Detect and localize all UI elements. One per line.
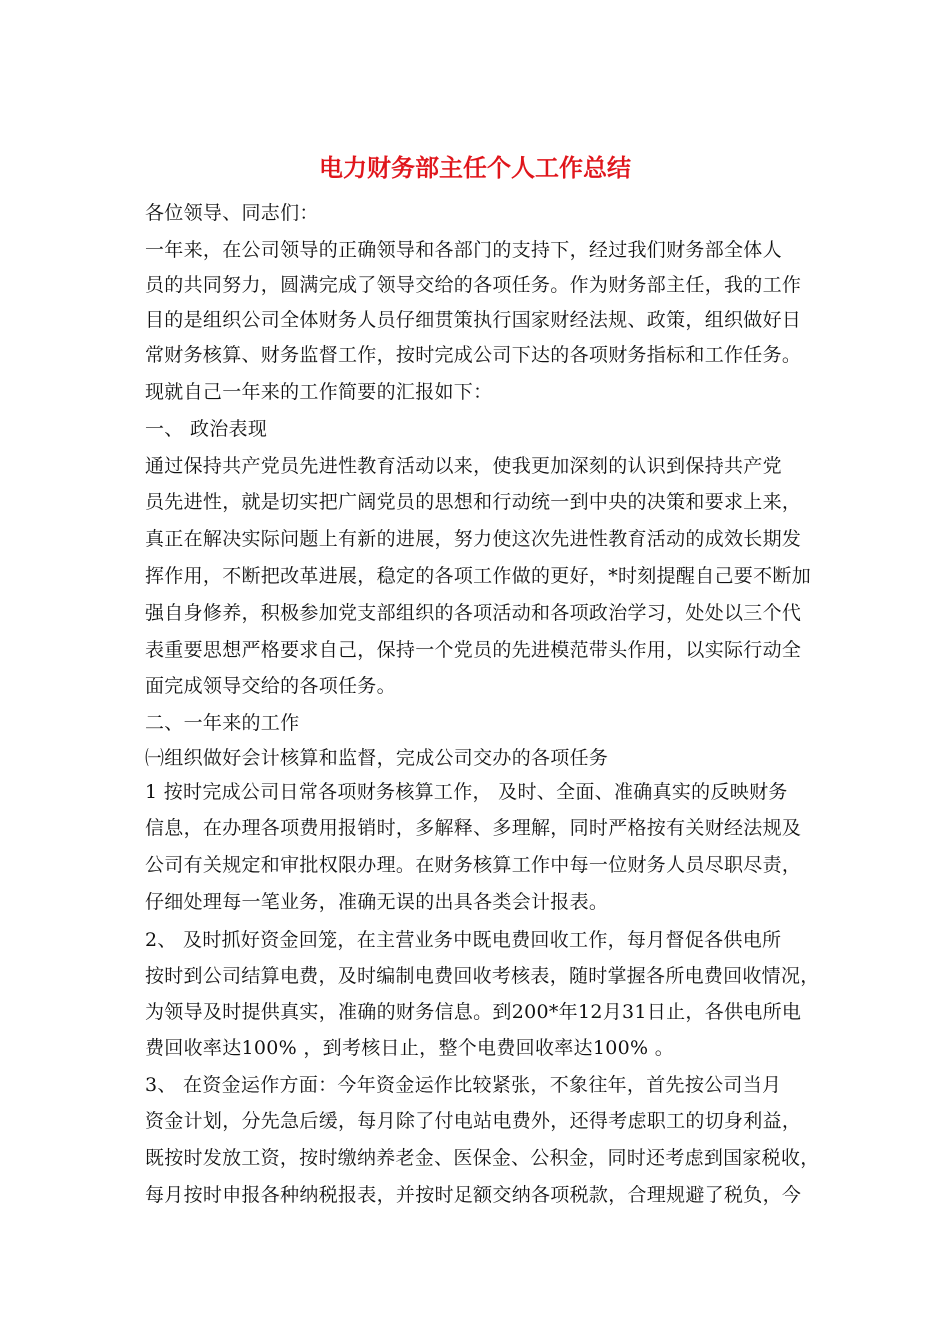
paragraph-line: 仔细处理每一笔业务，准确无误的出具各类会计报表。	[145, 891, 609, 913]
paragraph-line: 每月按时申报各种纳税报表，并按时足额交纳各项税款，合理规避了税负，今	[145, 1184, 802, 1206]
paragraph-line: 费回收率达100% ，到考核日止，整个电费回收率达100% 。	[145, 1037, 675, 1059]
paragraph-line: 强自身修养，积极参加党支部组织的各项活动和各项政治学习，处处以三个代	[145, 602, 802, 624]
section-heading: 二、一年来的工作	[145, 712, 300, 734]
paragraph-line: 信息，在办理各项费用报销时，多解释、多理解，同时严格按有关财经法规及	[145, 817, 802, 839]
paragraph-line: 面完成领导交给的各项任务。	[145, 675, 396, 697]
paragraph-line: 真正在解决实际问题上有新的进展，努力使这次先进性教育活动的成效长期发	[145, 528, 802, 550]
paragraph-line: 通过保持共产党员先进性教育活动以来，使我更加深刻的认识到保持共产党	[145, 455, 782, 477]
paragraph-line: 既按时发放工资，按时缴纳养老金、医保金、公积金，同时还考虑到国家税收，	[145, 1147, 820, 1169]
paragraph-line: 1 按时完成公司日常各项财务核算工作， 及时、全面、准确真实的反映财务	[145, 781, 788, 803]
paragraph-line: 员的共同努力，圆满完成了领导交给的各项任务。作为财务部主任，我的工作	[145, 274, 802, 296]
paragraph-line: 按时到公司结算电费，及时编制电费回收考核表，随时掌握各所电费回收情况，	[145, 965, 820, 987]
document-title: 电力财务部主任个人工作总结	[319, 153, 631, 182]
paragraph-line: 2、 及时抓好资金回笼，在主营业务中既电费回收工作，每月督促各供电所	[145, 929, 782, 951]
subsection-heading: ㈠组织做好会计核算和监督，完成公司交办的各项任务	[145, 747, 609, 769]
paragraph-line: 挥作用，不断把改革进展，稳定的各项工作做的更好，*时刻提醒自己要不断加	[145, 565, 812, 587]
paragraph-line: 资金计划，分先急后缓，每月除了付电站电费外，还得考虑职工的切身利益，	[145, 1110, 802, 1132]
salutation: 各位领导、同志们：	[145, 202, 319, 224]
paragraph-line: 现就自己一年来的工作简要的汇报如下：	[145, 381, 493, 403]
paragraph-line: 常财务核算、财务监督工作，按时完成公司下达的各项财务指标和工作任务。	[145, 344, 802, 366]
paragraph-line: 表重要思想严格要求自己，保持一个党员的先进模范带头作用，以实际行动全	[145, 639, 802, 661]
paragraph-line: 公司有关规定和审批权限办理。在财务核算工作中每一位财务人员尽职尽责，	[145, 854, 802, 876]
paragraph-line: 一年来，在公司领导的正确领导和各部门的支持下，经过我们财务部全体人	[145, 239, 782, 261]
paragraph-line: 目的是组织公司全体财务人员仔细贯策执行国家财经法规、政策，组织做好日	[145, 309, 802, 331]
paragraph-line: 员先进性，就是切实把广阔党员的思想和行动统一到中央的决策和要求上来，	[145, 491, 802, 513]
paragraph-line: 为领导及时提供真实，准确的财务信息。到200*年12月31日止，各供电所电	[145, 1001, 802, 1023]
section-heading: 一、 政治表现	[145, 418, 268, 440]
paragraph-line: 3、 在资金运作方面：今年资金运作比较紧张，不象往年，首先按公司当月	[145, 1074, 782, 1096]
